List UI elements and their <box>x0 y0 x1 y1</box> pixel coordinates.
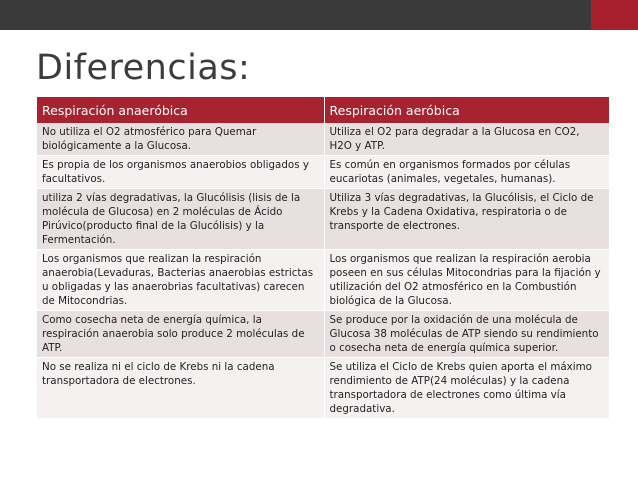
top-bar <box>0 0 638 30</box>
table-row <box>37 189 609 250</box>
table-cell: No utiliza el O2 atmosférico para Quemar biológicamente a la Glucosa. <box>37 123 324 156</box>
comparison-table <box>37 97 609 419</box>
table-cell: Los organismos que realizan la respiración aerobia poseen en sus células Mitocondrias para la fijación y utilización del O2 atmosférico en la Combustión biológica de la Glucosa. <box>324 250 609 311</box>
table-row <box>37 250 609 311</box>
table-cell: Utiliza el O2 para degradar a la Glucosa en CO2, H2O y ATP. <box>324 123 609 156</box>
table-cell: Es propia de los organismos anaerobios obligados y facultativos. <box>37 156 324 189</box>
table-cell: No se realiza ni el ciclo de Krebs ni la cadena transportadora de electrones. <box>37 358 324 419</box>
table-row <box>37 123 609 156</box>
table-cell: Como cosecha neta de energía química, la respiración anaerobia solo produce 2 moléculas de ATP. <box>37 311 324 358</box>
slide-title: Diferencias: <box>36 48 251 88</box>
table-row <box>37 311 609 358</box>
table-cell: Es común en organismos formados por células eucariotas (animales, vegetales, humanas). <box>324 156 609 189</box>
table-cell: Utiliza 3 vías degradativas, la Glucólisis, el Ciclo de Krebs y la Cadena Oxidativa, respiratoria o de transporte de electrones. <box>324 189 609 250</box>
table-cell: Se produce por la oxidación de una molécula de Glucosa 38 moléculas de ATP siendo su rendimiento o cosecha neta de energía química superior. <box>324 311 609 358</box>
column-header-anaerobic: Respiración anaeróbica <box>37 97 324 123</box>
table-row <box>37 358 609 419</box>
top-bar-accent <box>591 0 638 30</box>
table-row <box>37 156 609 189</box>
table-cell: Los organismos que realizan la respiración anaerobia(Levaduras, Bacterias anaerobias estrictas u obligadas y las anaerobrias facultativas) carecen de Mitocondrias. <box>37 250 324 311</box>
column-header-aerobic: Respiración aeróbica <box>324 97 609 123</box>
table-header-row <box>37 97 609 123</box>
table-cell: utiliza 2 vías degradativas, la Glucólisis (lisis de la molécula de Glucosa) en 2 moléculas de Ácido Pirúvico(producto final de la Glucólisis) y la Fermentación. <box>37 189 324 250</box>
table-cell: Se utiliza el Ciclo de Krebs quien aporta el máximo rendimiento de ATP(24 moléculas) y la cadena transportadora de electrones como última vía degradativa. <box>324 358 609 419</box>
